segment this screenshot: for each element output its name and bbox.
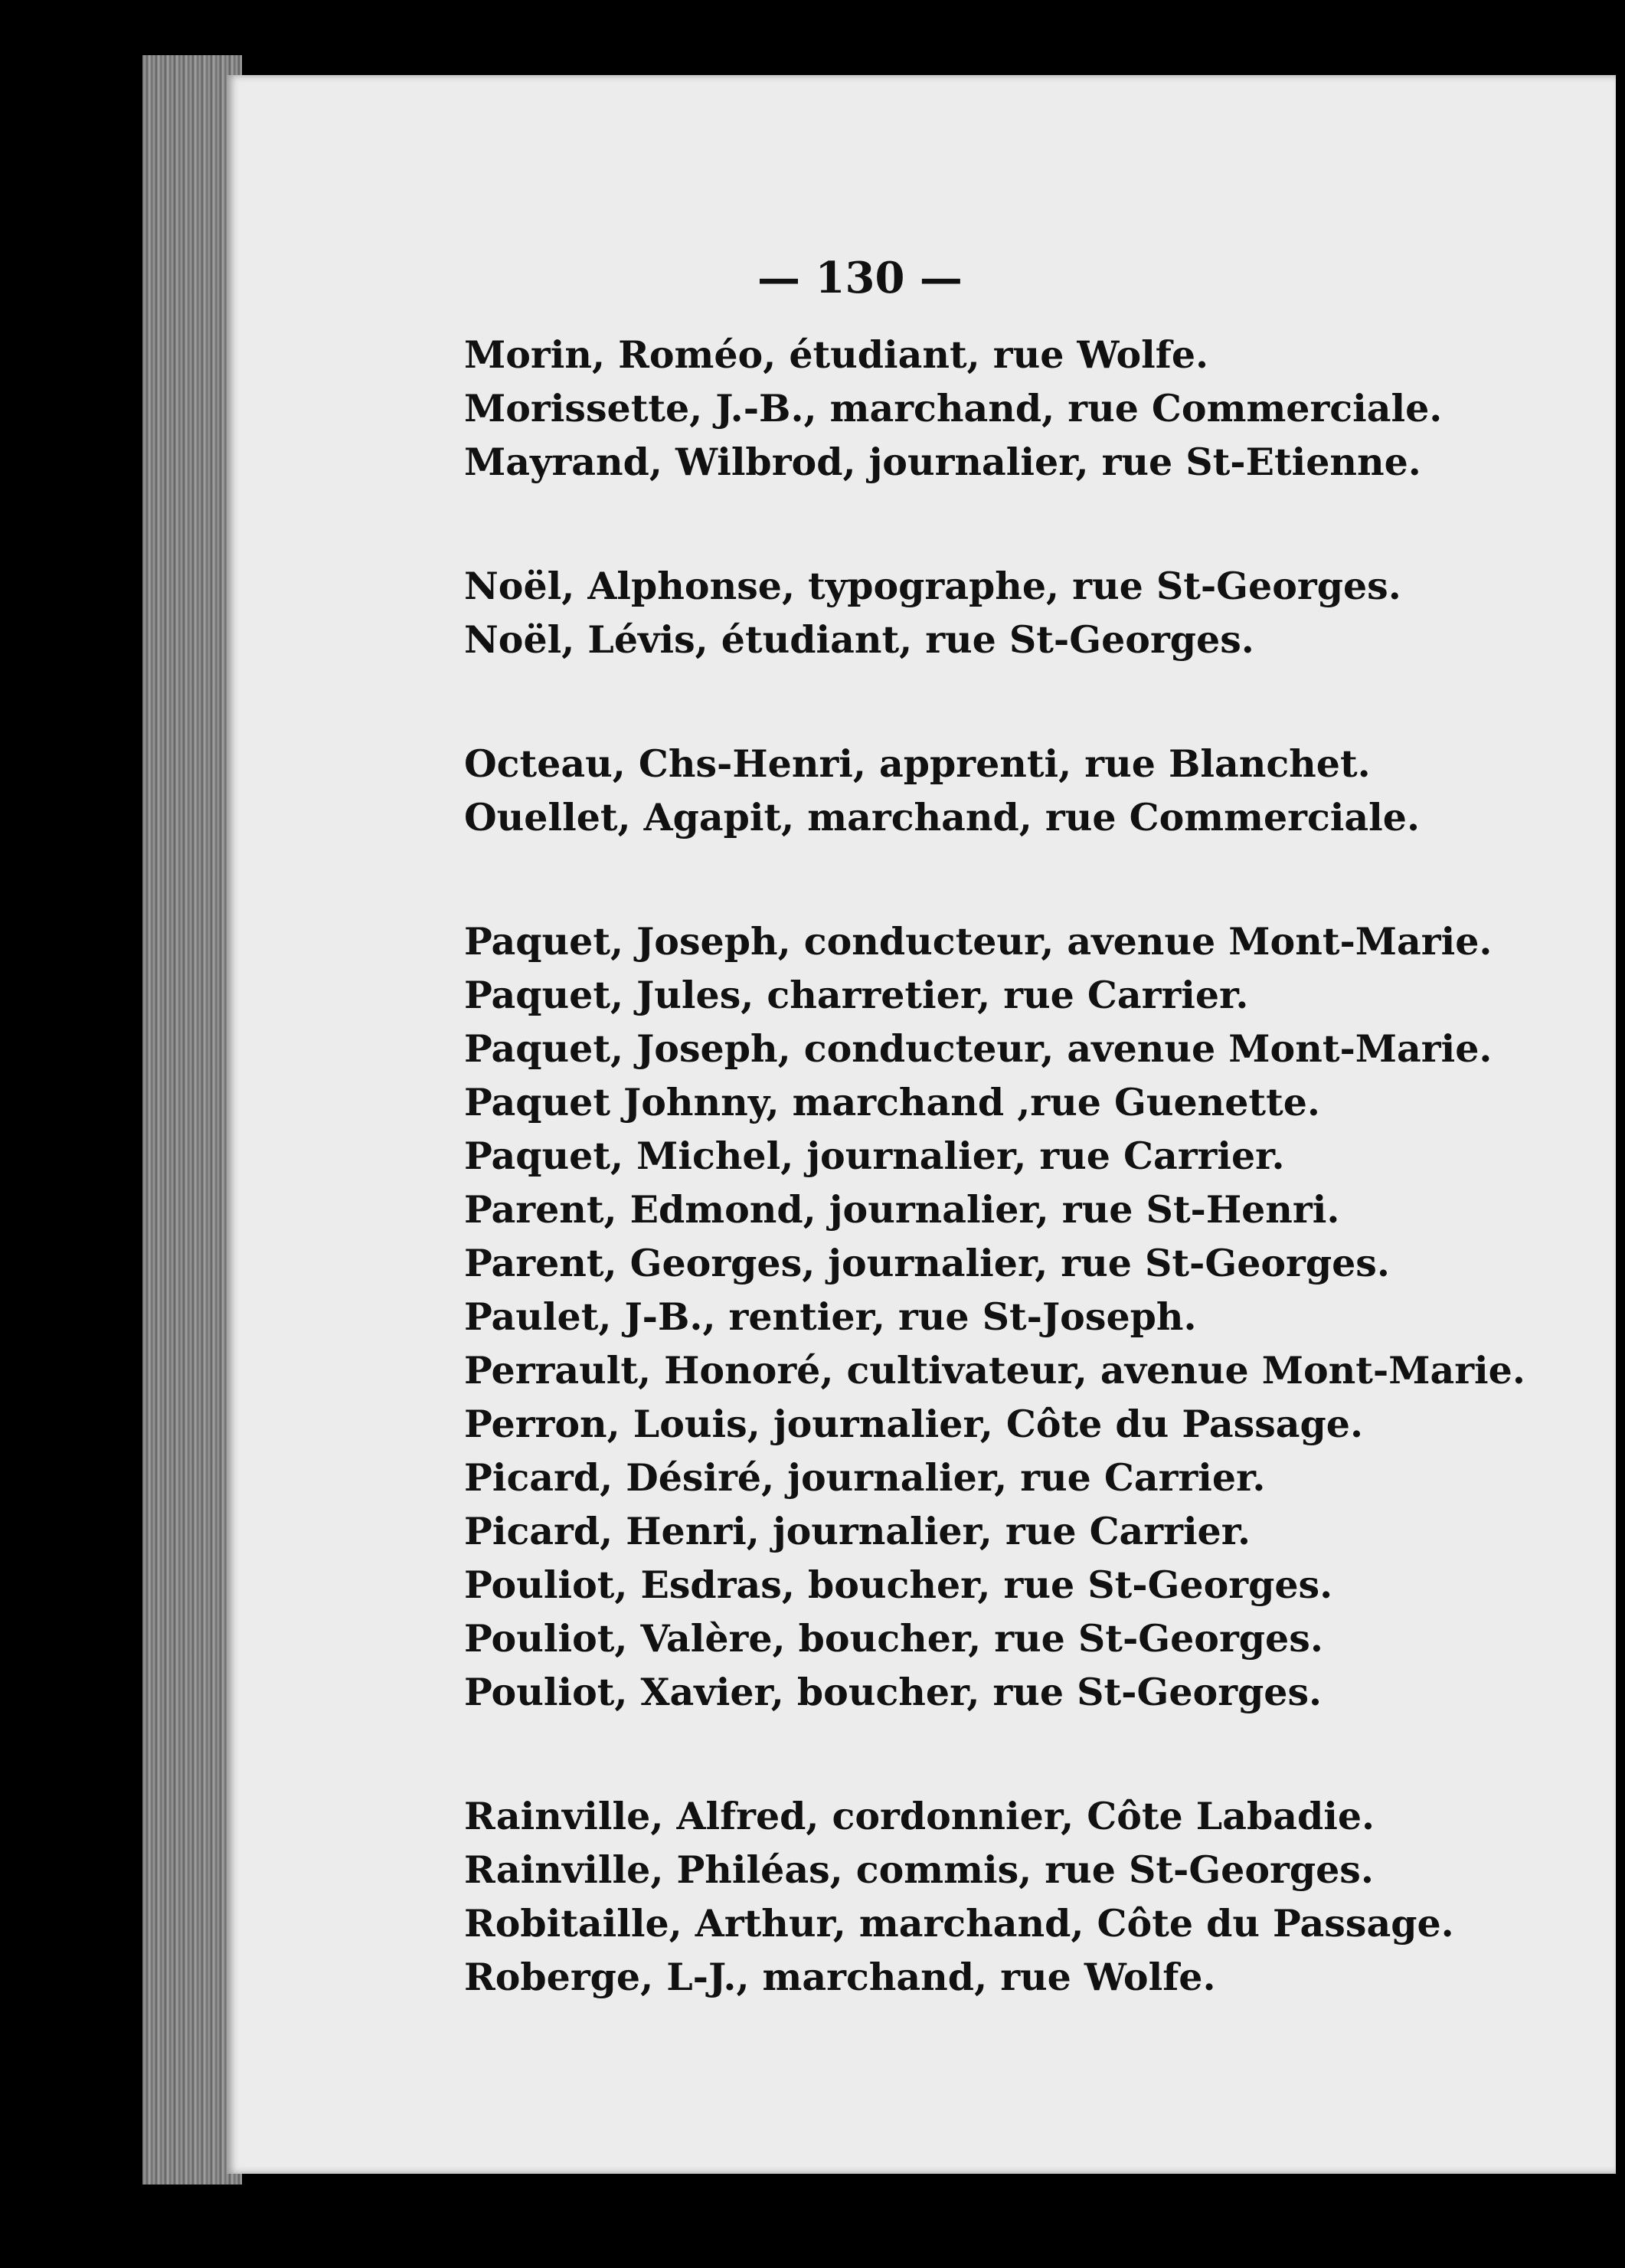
directory-entry: Pouliot, Valère, boucher, rue St-Georges.: [464, 1616, 1323, 1661]
directory-entry: Ouellet, Agapit, marchand, rue Commerciale.: [464, 795, 1421, 839]
directory-entry: Perrault, Honoré, cultivateur, avenue Mont-Marie.: [464, 1348, 1525, 1393]
directory-entry: Paquet Johnny, marchand ,rue Guenette.: [464, 1080, 1320, 1124]
entry-group: [464, 559, 1597, 666]
directory-entry: Noël, Lévis, étudiant, rue St-Georges.: [464, 617, 1254, 662]
directory-entry: Perron, Louis, journalier, Côte du Passage.: [464, 1402, 1364, 1446]
directory-entry: Paulet, J-B., rentier, rue St-Joseph.: [464, 1294, 1197, 1339]
directory-entry: Paquet, Jules, charretier, rue Carrier.: [464, 973, 1249, 1017]
directory-entry: Paquet, Joseph, conducteur, avenue Mont-Marie.: [464, 1026, 1493, 1071]
directory-entry: Morissette, J.-B., marchand, rue Commerciale.: [464, 386, 1443, 430]
directory-entry: Parent, Georges, journalier, rue St-Georges.: [464, 1241, 1390, 1285]
directory-entry: Picard, Désiré, journalier, rue Carrier.: [464, 1455, 1266, 1500]
directory-entry: Rainville, Philéas, commis, rue St-Georges.: [464, 1847, 1374, 1892]
directory-entry: Rainville, Alfred, cordonnier, Côte Labadie.: [464, 1794, 1375, 1838]
directory-entry: Pouliot, Esdras, boucher, rue St-Georges.: [464, 1563, 1333, 1607]
book-page: [227, 75, 1616, 2174]
directory-entry: Octeau, Chs-Henri, apprenti, rue Blanchet.: [464, 741, 1371, 786]
directory-entry: Mayrand, Wilbrod, journalier, rue St-Etienne.: [464, 440, 1421, 484]
directory-entry: Pouliot, Xavier, boucher, rue St-Georges.: [464, 1670, 1323, 1714]
directory-entry: Robitaille, Arthur, marchand, Côte du Passage.: [464, 1901, 1454, 1946]
directory-entry: Paquet, Michel, journalier, rue Carrier.: [464, 1134, 1285, 1178]
page-number: — 130 —: [757, 253, 963, 303]
directory-entry: Roberge, L-J., marchand, rue Wolfe.: [464, 1955, 1216, 1999]
directory-listing: [464, 328, 1597, 2074]
directory-entry: Parent, Edmond, journalier, rue St-Henri.: [464, 1187, 1340, 1232]
directory-entry: Noël, Alphonse, typographe, rue St-Georges.: [464, 564, 1401, 608]
entry-group: [464, 328, 1597, 489]
directory-entry: Morin, Roméo, étudiant, rue Wolfe.: [464, 332, 1209, 377]
entry-group: [464, 1789, 1597, 2004]
entry-group: [464, 737, 1597, 844]
directory-entry: Picard, Henri, journalier, rue Carrier.: [464, 1509, 1251, 1553]
entry-group: [464, 915, 1597, 1719]
directory-entry: Paquet, Joseph, conducteur, avenue Mont-Marie.: [464, 919, 1493, 964]
